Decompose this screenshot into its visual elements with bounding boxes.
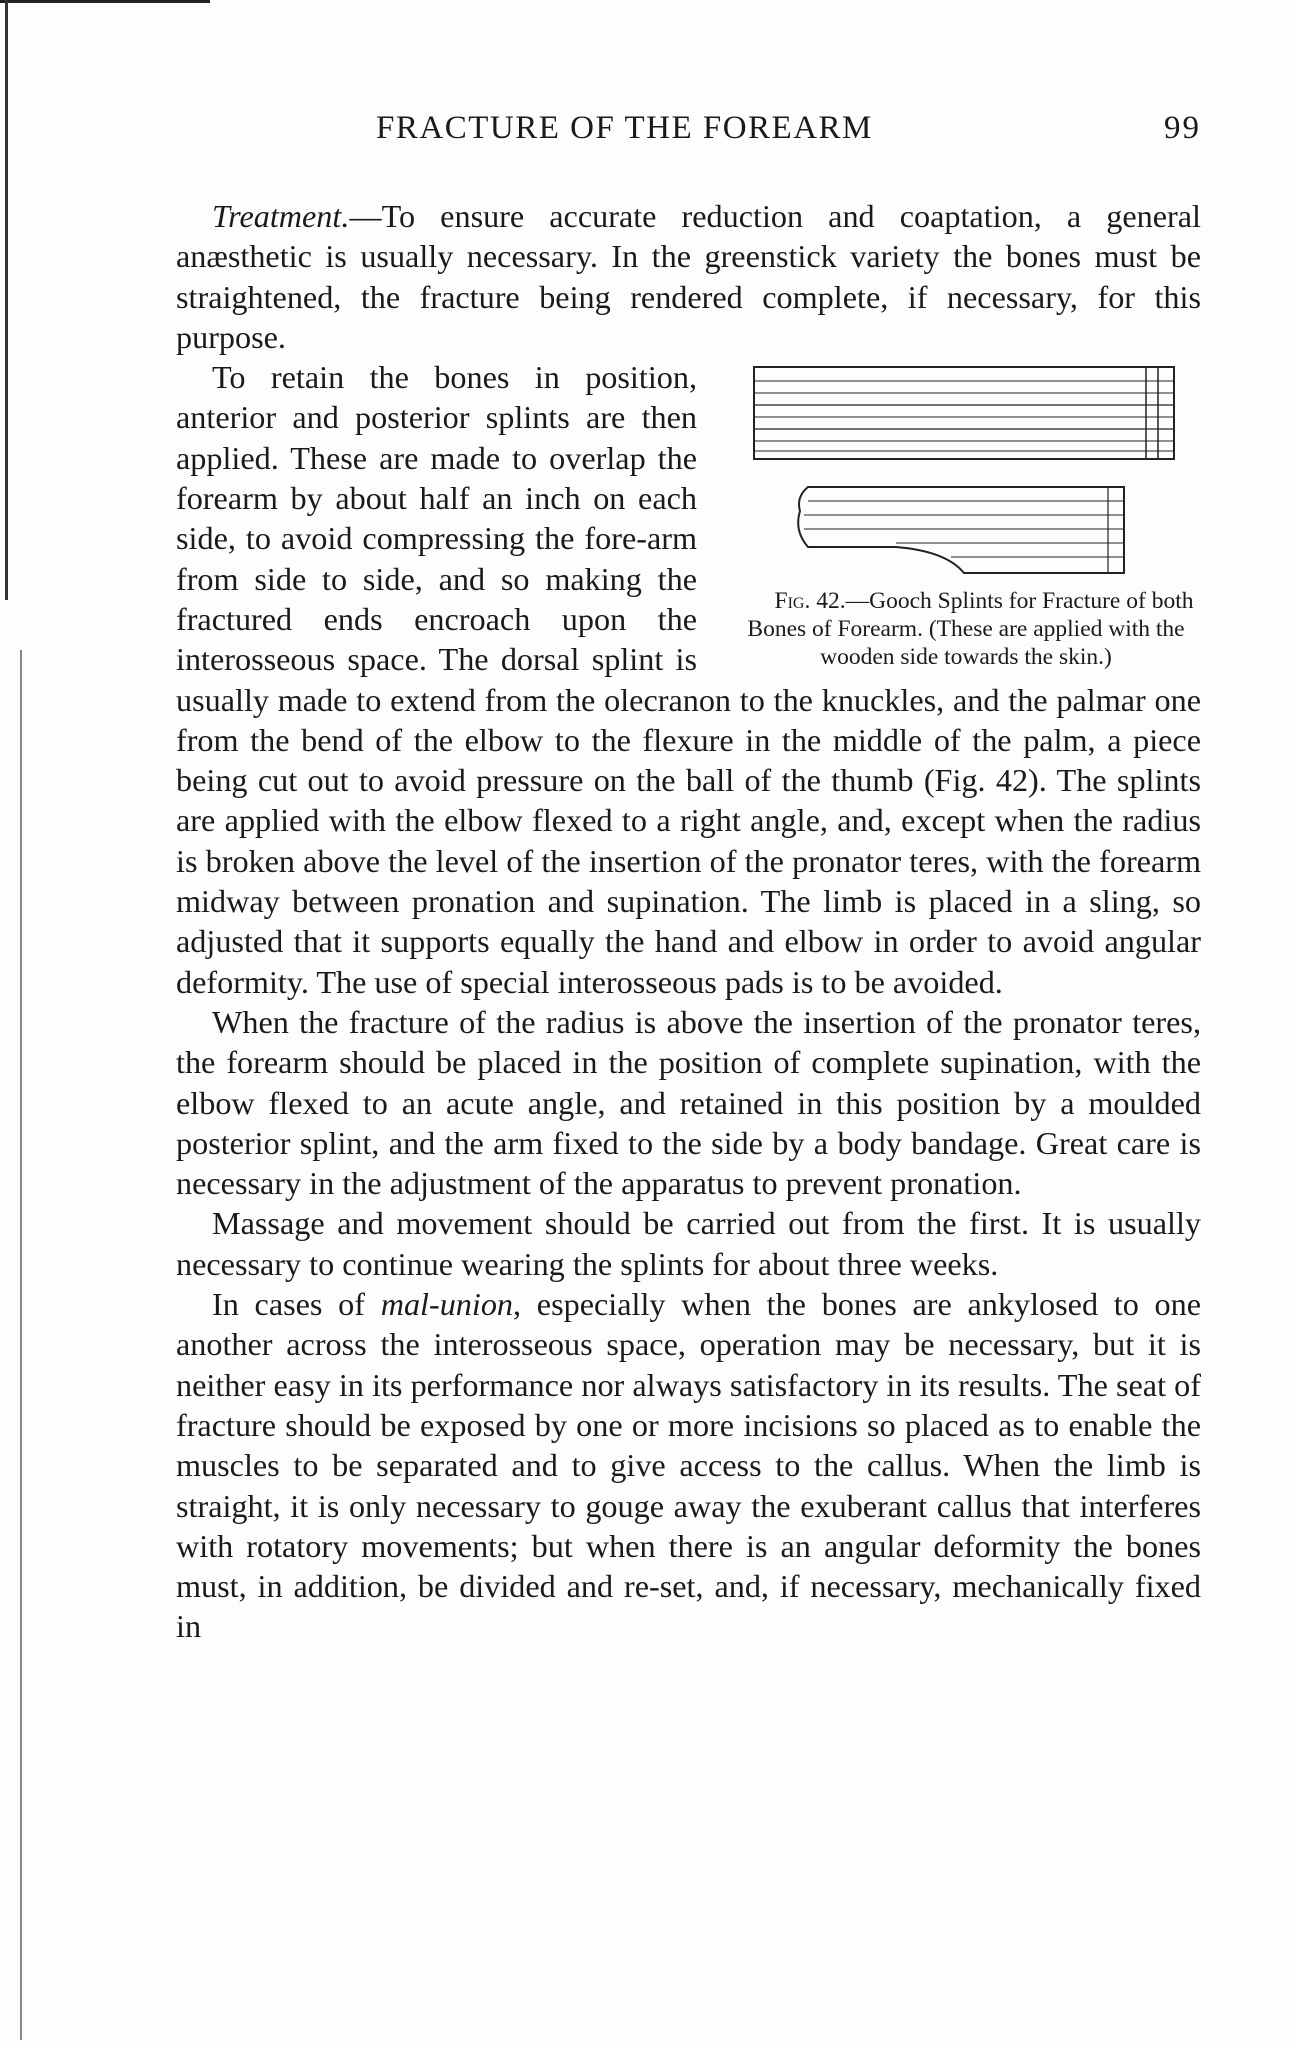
paragraph-text: , especially when the bones are ankylosed to one another across the interosseous space, operation may be necessary, but it is neither easy in its performance nor always satisfactory in its results. The seat of fracture should be exposed by one or more incisions so placed as to enable the muscles to be separated and to give access to the callus. When the limb is straight, it is only necessary to gouge away the exuberant callus that interferes with rotatory movements; but when there is an angular deformity the bones must, in addition, be divided and re-set, and, if necessary, mechanically fixed in	[176, 1286, 1201, 1645]
paragraph-text: —To ensure accurate reduction and coaptation, a general anæsthetic is usually necessary. In the greenstick variety the bones must be straightened, the fracture being rendered complete, if necessary, for this purpose.	[176, 198, 1201, 355]
figure-caption	[731, 587, 1201, 671]
page-edge-top	[0, 0, 210, 3]
paragraph-text: In cases of	[212, 1286, 381, 1323]
figure-caption-text: —Gooch Splints for Fracture of both Bones of Forearm. (These are applied with the wooden side towards the skin.)	[747, 588, 1194, 671]
term-mal-union: mal-union	[380, 1286, 514, 1323]
running-title: FRACTURE OF THE FOREARM	[376, 110, 873, 146]
paragraph-text: Massage and movement should be carried out from the first. It is usually necessary to continue wearing the splints for about three weeks.	[176, 1205, 1201, 1282]
page-number: 99	[1164, 110, 1201, 146]
paragraph-treatment	[176, 196, 1201, 357]
paragraph-splints	[176, 357, 1201, 1002]
paragraph-text: To retain the bones in position, anterior and posterior splints are then applied. These are made to overlap the forearm by about half an inch on each side, to avoid compressing the fore-arm from side to side, and so making the fractured ends encroach upon the interosseous space. The dorsal splint is usually made to extend from the olecranon to the knuckles, and the palmar one from the bend of the elbow to the flexure in the middle of the palm, a piece being cut out to avoid pressure on the ball of the thumb (Fig. 42). The splints are applied with the elbow flexed to a right angle, and, except when the radius is broken above the level of the insertion of the pronator teres, with the forearm midway between pronation and supination. The limb is placed in a sling, so adjusted that it supports equally the hand and elbow in order to avoid angular deformity. The use of special interosseous pads is to be avoided.	[176, 359, 1201, 1000]
page-body	[176, 196, 1201, 1647]
page-header	[176, 110, 1201, 160]
paragraph-massage	[176, 1203, 1201, 1284]
page-edge-left	[5, 0, 8, 600]
page-edge-shadow	[20, 650, 22, 2040]
section-heading-treatment: Treatment.	[212, 198, 350, 234]
figure-42	[731, 361, 1201, 671]
gooch-splints-illustration	[746, 361, 1186, 581]
paragraph-supination	[176, 1002, 1201, 1203]
paragraph-mal-union	[176, 1284, 1201, 1647]
paragraph-text: When the fracture of the radius is above the insertion of the pronator teres, the forearm should be placed in the position of complete supination, with the elbow flexed to an acute angle, and retained in this position by a moulded posterior splint, and the arm fixed to the side by a body bandage. Great care is necessary in the adjustment of the apparatus to prevent pronation.	[176, 1003, 1201, 1202]
figure-label: Fig. 42.	[774, 588, 846, 615]
